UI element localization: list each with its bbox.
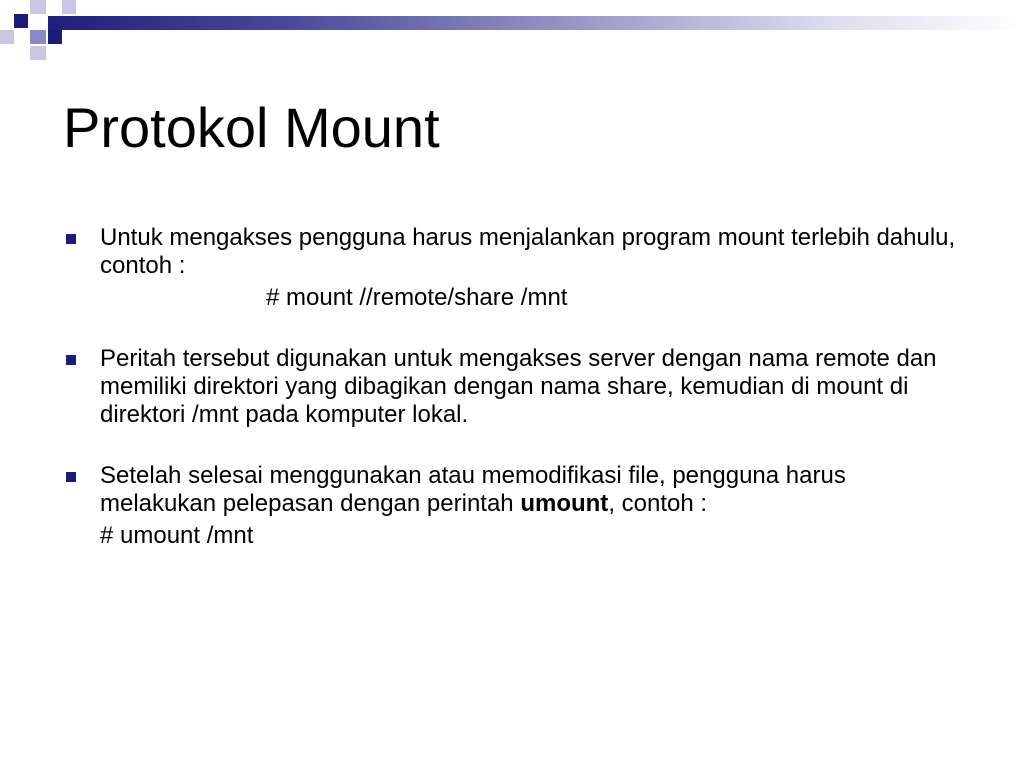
bullet-text-part: Setelah selesai menggunakan atau memodifikasi file, pengguna harus melakukan pelepasan dengan perintah (100, 462, 846, 517)
bullet-text: Peritah tersebut digunakan untuk mengakses server dengan nama remote dan memiliki direktori yang dibagikan dengan nama share, kemudian di mount di direktori /mnt pada komputer lokal. (100, 345, 937, 428)
square-bullet-icon (66, 234, 76, 244)
command-example: # umount /mnt (100, 522, 254, 549)
square-bullet-icon (66, 355, 76, 365)
bullet-list (64, 224, 964, 583)
header-square-dark (14, 14, 28, 28)
header-gradient-bar (48, 16, 1024, 30)
header-square-light (30, 46, 46, 60)
bullet-text-bold: umount (520, 490, 609, 517)
bullet-item (64, 224, 964, 312)
square-bullet-icon (66, 472, 76, 482)
header-square-dark (48, 30, 62, 44)
bullet-item (64, 462, 964, 550)
bullet-text: Untuk mengakses pengguna harus menjalankan program mount terlebih dahulu, contoh : (100, 224, 956, 279)
bullet-text-part: , contoh : (608, 490, 708, 517)
header-square-mid (30, 30, 46, 44)
command-example: # mount //remote/share /mnt (266, 284, 568, 311)
bullet-text (100, 462, 964, 518)
header-square-light (0, 30, 14, 44)
bullet-item (64, 345, 964, 429)
slide-title: Protokol Mount (63, 96, 440, 159)
header-square-light (30, 0, 46, 14)
header-square-light (62, 0, 76, 14)
